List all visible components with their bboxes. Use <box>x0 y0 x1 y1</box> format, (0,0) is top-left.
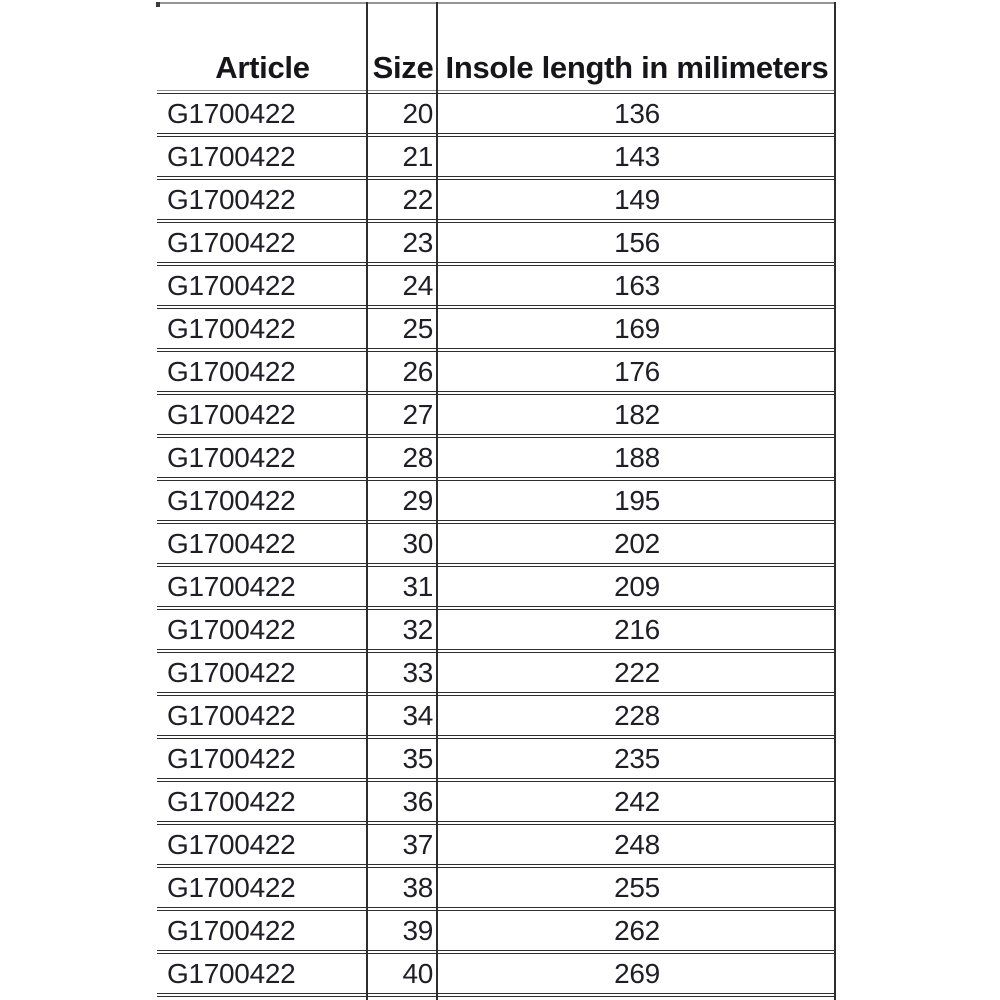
size-cell: 30 <box>368 523 438 564</box>
article-cell: G1700422 <box>157 609 368 650</box>
insole-cell: 202 <box>438 523 836 564</box>
size-cell: 21 <box>368 136 438 177</box>
insole-cell: 182 <box>438 394 836 435</box>
article-cell <box>157 996 368 1000</box>
insole-cell: 136 <box>438 93 836 134</box>
size-cell: 22 <box>368 179 438 220</box>
table-row <box>157 179 836 220</box>
article-cell: G1700422 <box>157 351 368 392</box>
size-cell: 20 <box>368 93 438 134</box>
article-cell: G1700422 <box>157 566 368 607</box>
size-cell: 31 <box>368 566 438 607</box>
insole-cell: 169 <box>438 308 836 349</box>
insole-cell: 262 <box>438 910 836 951</box>
article-cell: G1700422 <box>157 394 368 435</box>
table-row <box>157 222 836 263</box>
article-cell: G1700422 <box>157 265 368 306</box>
table-row <box>157 953 836 994</box>
insole-cell: 149 <box>438 179 836 220</box>
table-row <box>157 437 836 478</box>
article-cell: G1700422 <box>157 136 368 177</box>
table-row <box>157 351 836 392</box>
table-row <box>157 695 836 736</box>
insole-cell: 216 <box>438 609 836 650</box>
table-row <box>157 609 836 650</box>
size-cell: 34 <box>368 695 438 736</box>
table-row <box>157 652 836 693</box>
article-cell: G1700422 <box>157 652 368 693</box>
table-row <box>157 93 836 134</box>
size-cell: 27 <box>368 394 438 435</box>
size-cell: 38 <box>368 867 438 908</box>
insole-cell: 222 <box>438 652 836 693</box>
insole-cell: 188 <box>438 437 836 478</box>
insole-cell: 235 <box>438 738 836 779</box>
column-header-size: Size <box>368 2 438 91</box>
insole-cell: 195 <box>438 480 836 521</box>
table-row <box>157 738 836 779</box>
size-cell: 26 <box>368 351 438 392</box>
article-cell: G1700422 <box>157 437 368 478</box>
article-cell: G1700422 <box>157 738 368 779</box>
table-row <box>157 265 836 306</box>
insole-cell: 163 <box>438 265 836 306</box>
insole-cell: 156 <box>438 222 836 263</box>
article-cell: G1700422 <box>157 867 368 908</box>
insole-cell: 255 <box>438 867 836 908</box>
column-header-insole-length: Insole length in milimeters <box>438 2 836 91</box>
table-row <box>157 523 836 564</box>
size-cell: 25 <box>368 308 438 349</box>
article-cell: G1700422 <box>157 179 368 220</box>
size-cell: 36 <box>368 781 438 822</box>
article-cell: G1700422 <box>157 695 368 736</box>
table-row <box>157 910 836 951</box>
article-cell: G1700422 <box>157 910 368 951</box>
size-cell: 39 <box>368 910 438 951</box>
article-cell: G1700422 <box>157 480 368 521</box>
article-cell: G1700422 <box>157 222 368 263</box>
table-row <box>157 867 836 908</box>
size-cell: 23 <box>368 222 438 263</box>
table-row <box>157 566 836 607</box>
table-row <box>157 394 836 435</box>
article-cell: G1700422 <box>157 93 368 134</box>
insole-cell: 143 <box>438 136 836 177</box>
article-cell: G1700422 <box>157 953 368 994</box>
table-body <box>157 93 836 1000</box>
size-cell: 40 <box>368 953 438 994</box>
table-row <box>157 824 836 865</box>
grid-line-article-size <box>366 2 368 1000</box>
insole-cell <box>438 996 836 1000</box>
table-row <box>157 308 836 349</box>
size-cell: 29 <box>368 480 438 521</box>
header-row <box>157 2 836 91</box>
insole-cell: 176 <box>438 351 836 392</box>
insole-cell: 242 <box>438 781 836 822</box>
size-cell: 28 <box>368 437 438 478</box>
partial-row <box>157 996 836 1000</box>
article-cell: G1700422 <box>157 824 368 865</box>
insole-cell: 269 <box>438 953 836 994</box>
size-cell: 37 <box>368 824 438 865</box>
size-cell: 35 <box>368 738 438 779</box>
size-cell: 32 <box>368 609 438 650</box>
insole-cell: 248 <box>438 824 836 865</box>
size-table-container <box>157 0 836 1000</box>
insole-cell: 228 <box>438 695 836 736</box>
column-header-article: Article <box>157 2 368 91</box>
grid-line-size-insole <box>436 2 438 1000</box>
size-table <box>157 0 836 1000</box>
insole-cell: 209 <box>438 566 836 607</box>
table-row <box>157 136 836 177</box>
size-cell: 33 <box>368 652 438 693</box>
article-cell: G1700422 <box>157 308 368 349</box>
size-cell: 24 <box>368 265 438 306</box>
grid-line-right-edge <box>834 2 836 1000</box>
article-cell: G1700422 <box>157 781 368 822</box>
article-cell: G1700422 <box>157 523 368 564</box>
size-cell <box>368 996 438 1000</box>
table-row <box>157 480 836 521</box>
table-row <box>157 781 836 822</box>
